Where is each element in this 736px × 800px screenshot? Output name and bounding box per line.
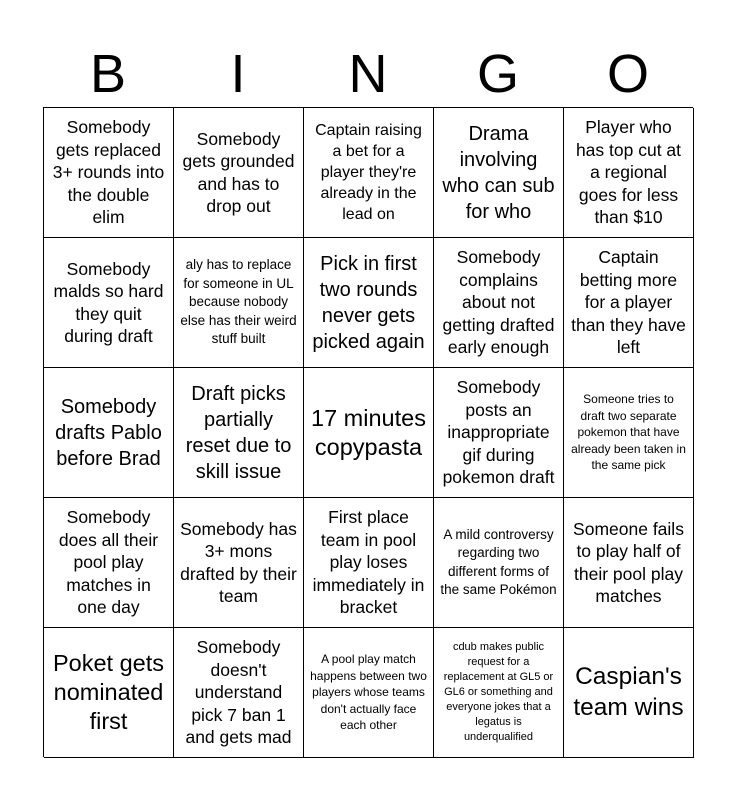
header-letter-n: N — [348, 44, 388, 104]
square-text: Somebody gets replaced 3+ rounds into the double elim — [52, 117, 165, 228]
bingo-square[interactable] — [174, 368, 304, 498]
bingo-square[interactable] — [44, 108, 174, 238]
bingo-square[interactable] — [434, 368, 564, 498]
square-text: A pool play match happens between two players whose teams don't actually face each other — [310, 652, 427, 733]
bingo-square[interactable] — [564, 498, 694, 628]
bingo-square[interactable] — [564, 628, 694, 758]
square-text: Somebody doesn't understand pick 7 ban 1 and gets mad — [185, 637, 292, 748]
square-text: Poket gets nominated first — [52, 650, 165, 734]
header-letter-i: I — [230, 44, 246, 104]
header-letter-b: B — [89, 44, 127, 104]
square-text: Pick in first two rounds never gets picked again — [312, 252, 425, 353]
square-text: cdub makes public request for a replacement at GL5 or GL6 or something and everyone jokes that a legatus is underqualified — [443, 641, 554, 743]
header-letter-g: G — [476, 44, 519, 104]
bingo-square[interactable] — [434, 628, 564, 758]
bingo-square[interactable] — [44, 238, 174, 368]
square-text: Someone fails to play half of their pool play matches — [573, 518, 684, 606]
square-text: Somebody does all their pool play matches in one day — [58, 507, 159, 618]
bingo-square[interactable] — [434, 238, 564, 368]
bingo-square[interactable] — [44, 368, 174, 498]
square-text: Somebody complains about not getting drafted early enough — [442, 247, 555, 358]
square-text: Caspian's team wins — [573, 663, 684, 721]
bingo-square[interactable] — [434, 108, 564, 238]
square-text: Somebody drafts Pablo before Brad — [55, 395, 162, 470]
square-text: Somebody gets grounded and has to drop out — [182, 128, 295, 216]
bingo-square[interactable] — [434, 498, 564, 628]
square-text: Captain betting more for a player than they have left — [571, 247, 686, 358]
bingo-square[interactable] — [564, 108, 694, 238]
bingo-square[interactable] — [44, 628, 174, 758]
square-text: aly has to replace for someone in UL because nobody else has their weird stuff built — [180, 257, 297, 347]
bingo-square[interactable] — [174, 628, 304, 758]
bingo-square[interactable] — [174, 498, 304, 628]
square-text: Draft picks partially reset due to skill issue — [185, 382, 292, 483]
square-text: Someone tries to draft two separate pokemon that have already been taken in the same pick — [571, 392, 686, 473]
square-text: Somebody has 3+ mons drafted by their team — [180, 518, 297, 606]
bingo-card — [43, 107, 693, 757]
bingo-square[interactable] — [564, 368, 694, 498]
bingo-header — [43, 44, 693, 104]
bingo-square[interactable] — [304, 238, 434, 368]
bingo-square[interactable] — [304, 368, 434, 498]
bingo-square[interactable] — [44, 498, 174, 628]
square-text: Drama involving who can sub for who — [442, 122, 555, 223]
square-text: Somebody posts an inappropriate gif during pokemon draft — [442, 377, 555, 488]
square-text: A mild controversy regarding two different forms of the same Pokémon — [440, 526, 557, 597]
square-text: Player who has top cut at a regional goes for less than $10 — [575, 117, 682, 228]
square-text: First place team in pool play loses immediately in bracket — [312, 507, 425, 618]
bingo-square[interactable] — [304, 628, 434, 758]
bingo-square[interactable] — [174, 238, 304, 368]
square-text: Somebody malds so hard they quit during draft — [53, 258, 164, 346]
square-text: 17 minutes copypasta — [311, 404, 426, 460]
header-letter-o: O — [606, 44, 649, 104]
bingo-square[interactable] — [304, 108, 434, 238]
bingo-square[interactable] — [304, 498, 434, 628]
bingo-square[interactable] — [174, 108, 304, 238]
bingo-square[interactable] — [564, 238, 694, 368]
square-text: Captain raising a bet for a player they're already in the lead on — [315, 122, 422, 223]
